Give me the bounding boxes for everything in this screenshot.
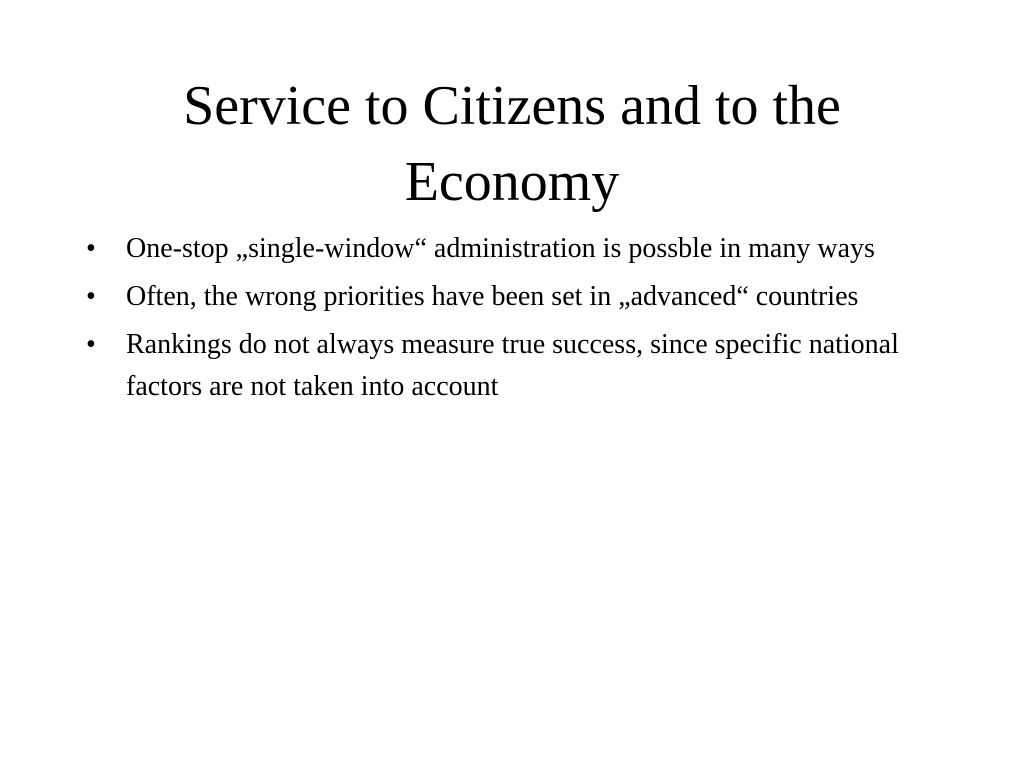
bullet-item <box>86 276 916 318</box>
bullet-item <box>86 228 916 270</box>
slide-title: Service to Citizens and to the Economy <box>183 75 841 213</box>
bullet-text: Often, the wrong priorities have been set in „advanced“ countries <box>126 281 859 312</box>
bullet-list <box>86 228 916 414</box>
bullet-icon: • <box>86 281 96 312</box>
bullet-item <box>86 324 916 408</box>
bullet-text: Rankings do not always measure true success, since specific national factors are not taken into account <box>126 329 899 402</box>
bullet-text: One-stop „single-window“ administration is possble in many ways <box>126 233 875 264</box>
bullet-icon: • <box>86 233 96 264</box>
bullet-icon: • <box>86 329 96 360</box>
